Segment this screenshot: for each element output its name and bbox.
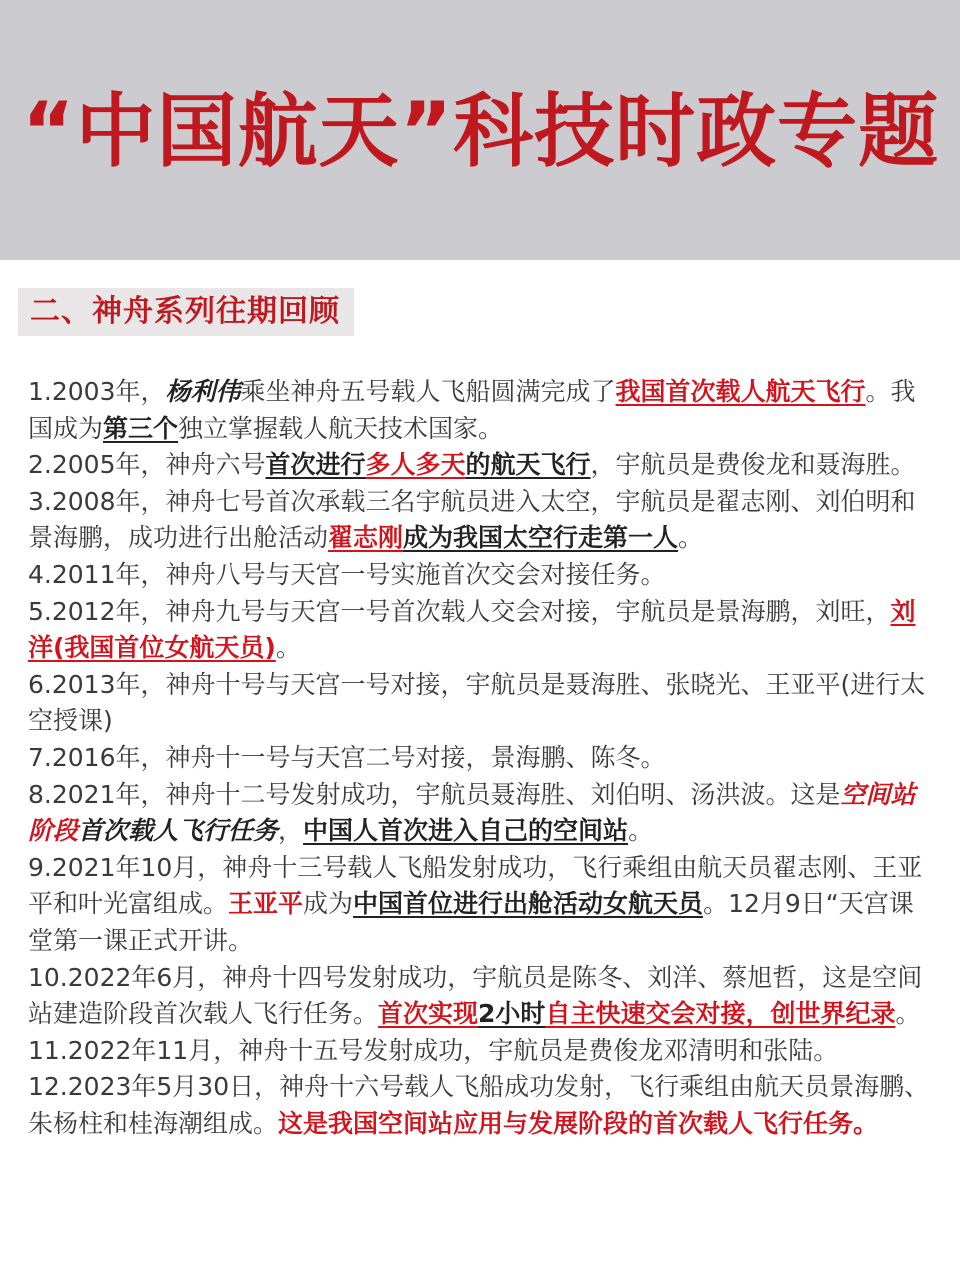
list-item: 7.2016年，神舟十一号与天宫二号对接，景海鹏、陈冬。 — [28, 742, 666, 772]
list-item: 8.2021年，神舟十二号发射成功，宇航员聂海胜、刘伯明、汤洪波。这是空间站阶段首次载人飞行任务，中国人首次进入自己的空间站。 — [28, 779, 916, 846]
list-item: 11.2022年11月，神舟十五号发射成功，宇航员是费俊龙邓清明和张陆。 — [28, 1035, 839, 1065]
list-item: 10.2022年6月，神舟十四号发射成功，宇航员是陈冬、刘洋、蔡旭哲，这是空间站建造阶段首次载人飞行任务。首次实现2小时自主快速交会对接，创世界纪录。 — [28, 962, 923, 1029]
list-item: 5.2012年，神舟九号与天宫一号首次载人交会对接，宇航员是景海鹏，刘旺，刘洋(我国首位女航天员)。 — [28, 596, 916, 663]
list-item: 6.2013年，神舟十号与天宫一号对接，宇航员是聂海胜、张晓光、王亚平(进行太空授课) — [28, 669, 926, 736]
review-list — [28, 374, 934, 1142]
list-item: 4.2011年，神舟八号与天宫一号实施首次交会对接任务。 — [28, 559, 666, 589]
list-item: 9.2021年10月，神舟十三号载人飞船发射成功，飞行乘组由航天员翟志刚、王亚平和叶光富组成。王亚平成为中国首位进行出舱活动女航天员。12月9日“天宫课堂第一课正式开讲。 — [28, 852, 923, 955]
section-heading: 二、神舟系列往期回顾 — [18, 288, 354, 336]
header-banner — [0, 0, 960, 260]
list-item: 12.2023年5月30日，神舟十六号载人飞船成功发射，飞行乘组由航天员景海鹏、朱杨柱和桂海潮组成。这是我国空间站应用与发展阶段的首次载人飞行任务。 — [28, 1072, 930, 1138]
list-item: 1.2003年，杨利伟乘坐神舟五号载人飞船圆满完成了我国首次载人航天飞行。我国成为第三个独立掌握载人航天技术国家。 — [28, 377, 916, 443]
list-item: 3.2008年，神舟七号首次承载三名宇航员进入太空，宇航员是翟志刚、刘伯明和景海鹏，成功进行出舱活动翟志刚成为我国太空行走第一人。 — [28, 486, 916, 553]
list-item: 2.2005年，神舟六号首次进行多人多天的航天飞行，宇航员是费俊龙和聂海胜。 — [28, 450, 916, 480]
page-title: “中国航天”科技时政专题 — [22, 85, 940, 178]
